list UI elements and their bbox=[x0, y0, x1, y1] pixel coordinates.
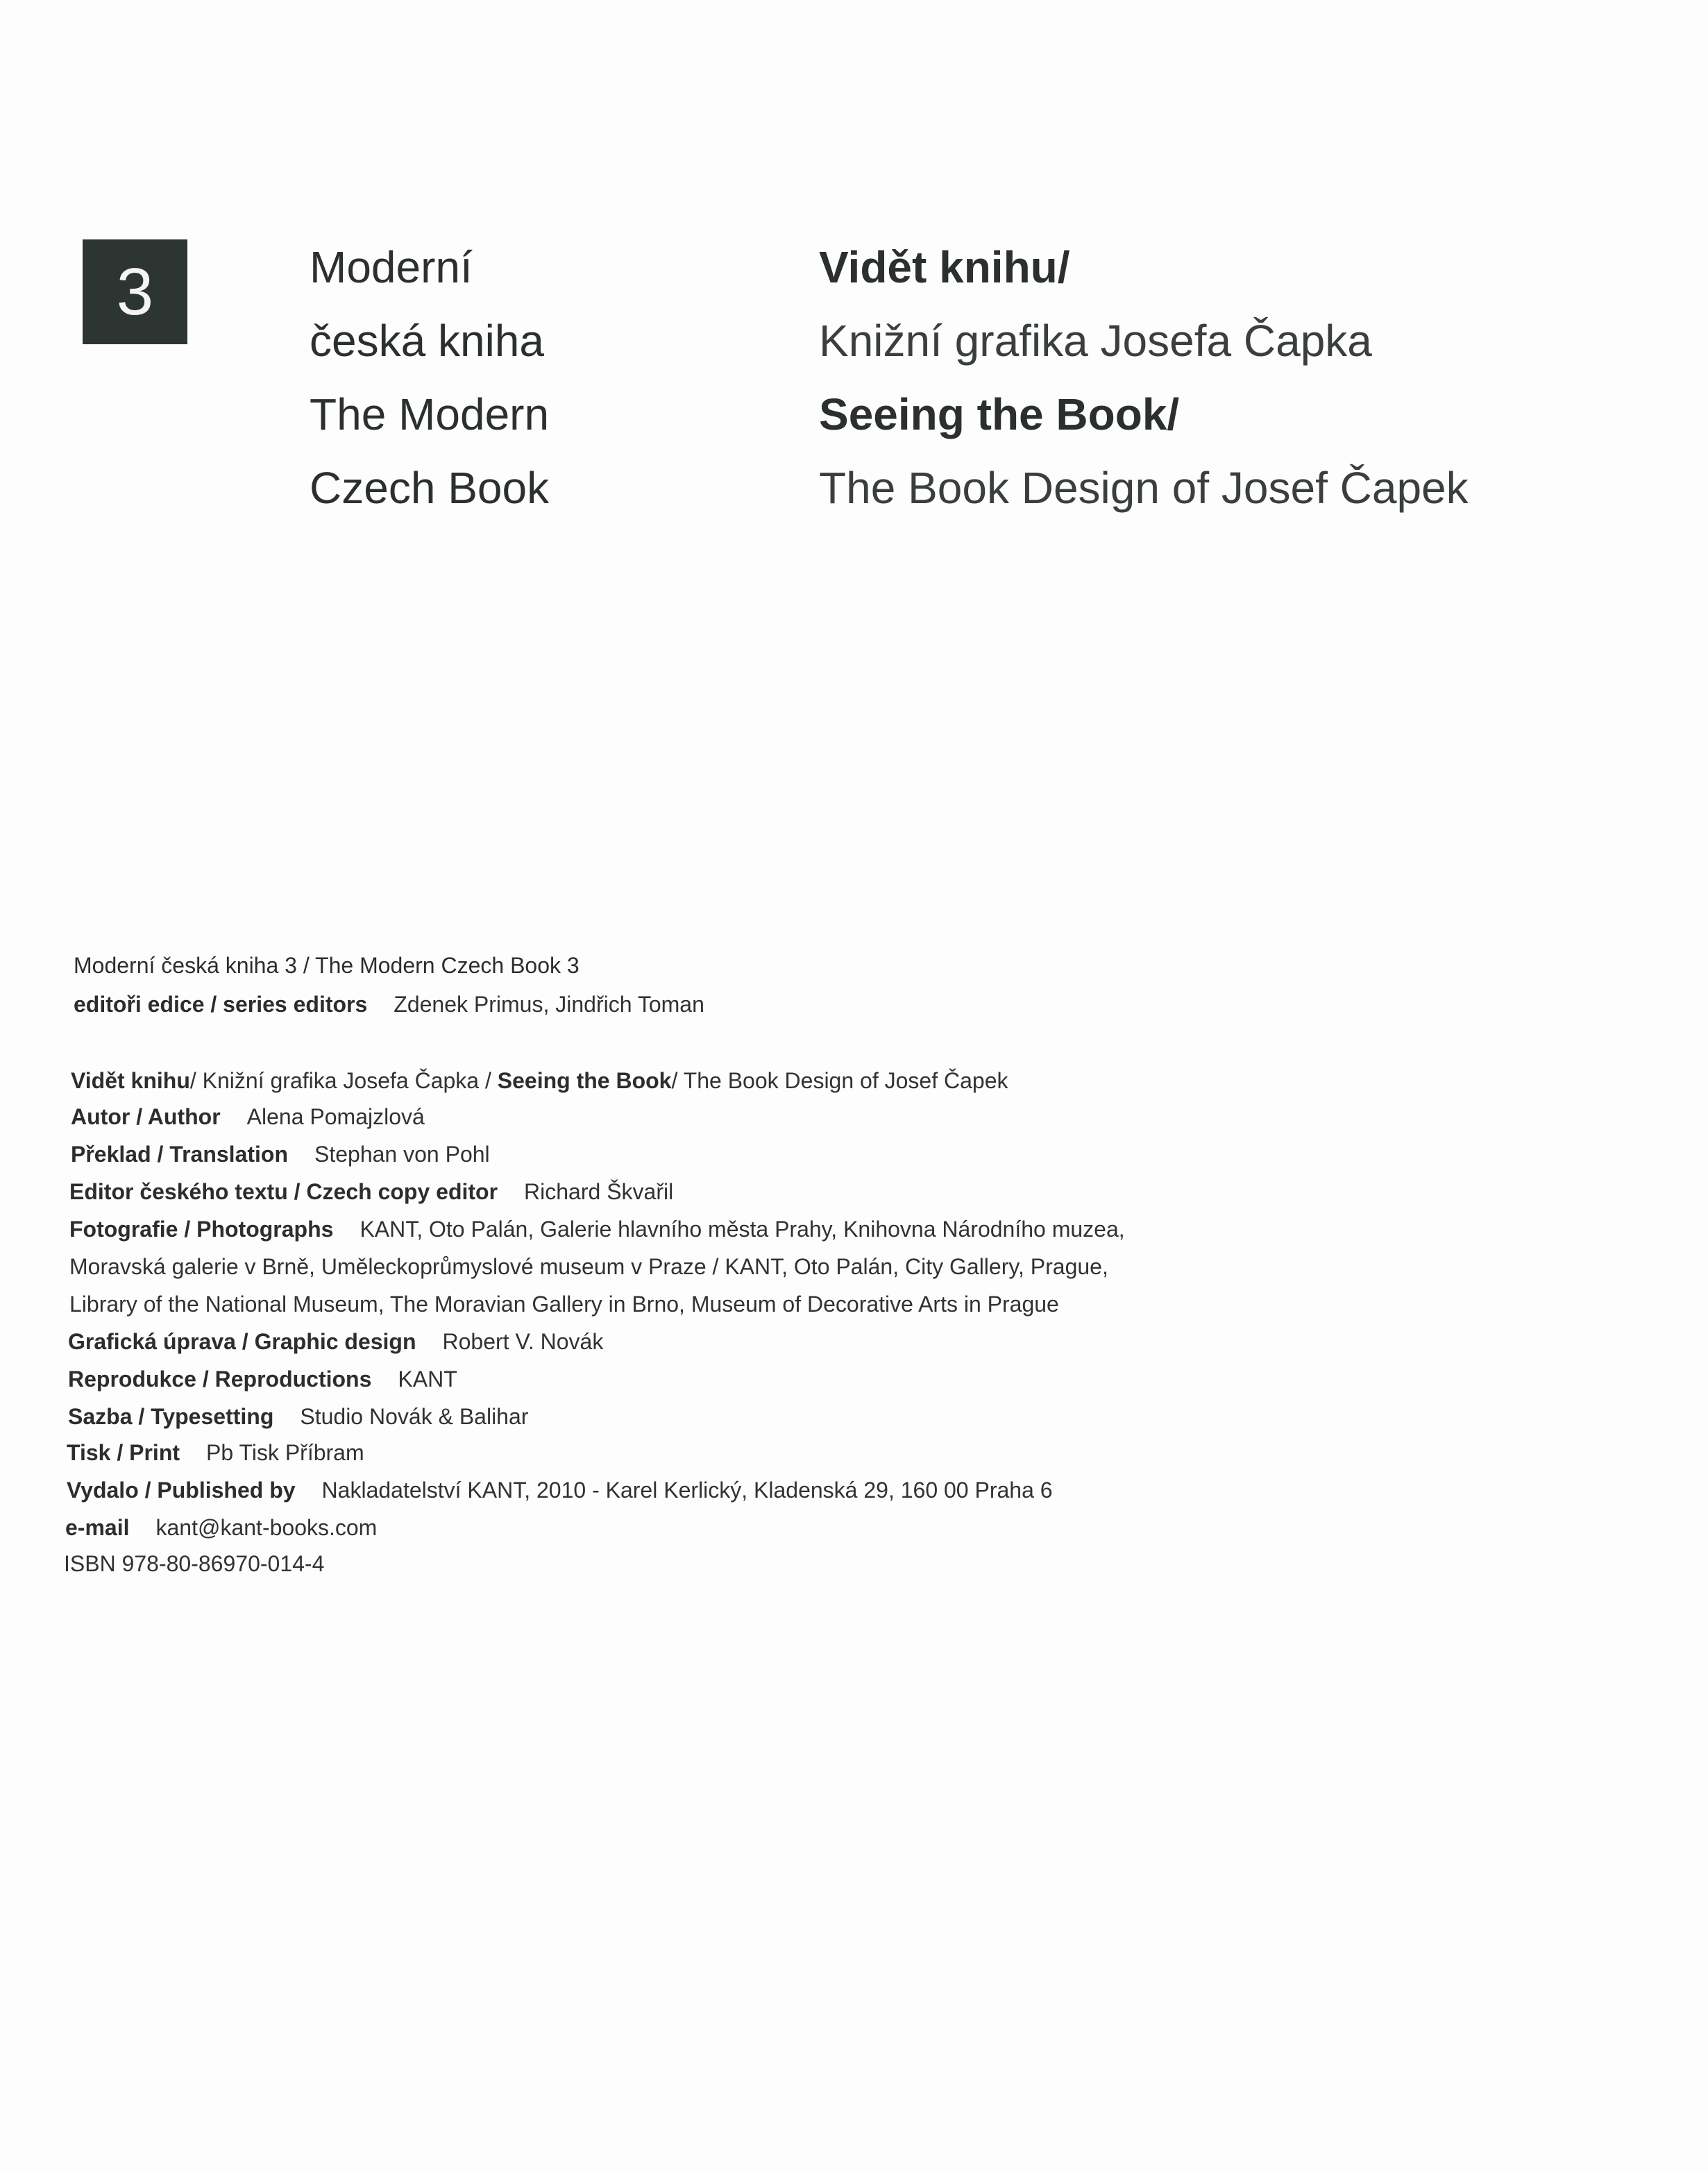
colophon-isbn bbox=[64, 1551, 324, 1577]
email-label: e-mail bbox=[65, 1515, 130, 1540]
copy-editor-label: Editor českého textu / Czech copy editor bbox=[69, 1179, 498, 1204]
series-editors-label: editoři edice / series editors bbox=[74, 992, 368, 1017]
book-title-english: Seeing the Book/ bbox=[819, 389, 1180, 439]
colophon-copy-editor bbox=[69, 1179, 673, 1205]
series-title-line: Czech Book bbox=[310, 463, 550, 513]
series-title-line: Moderní bbox=[310, 242, 473, 292]
colophon-series-line bbox=[74, 953, 580, 979]
colophon-photographs-cont-1 bbox=[69, 1254, 1108, 1280]
book-subtitle-english: The Book Design of Josef Čapek bbox=[819, 463, 1469, 513]
series-title-line: The Modern bbox=[310, 389, 550, 439]
colophon-typesetting bbox=[68, 1404, 528, 1430]
translation-value: Stephan von Pohl bbox=[314, 1142, 490, 1167]
colophon-publisher bbox=[67, 1478, 1053, 1503]
colophon-email bbox=[65, 1515, 377, 1541]
photographs-value-line-1: KANT, Oto Palán, Galerie hlavního města Prahy, Knihovna Národního muzea, bbox=[360, 1217, 1125, 1242]
book-title bbox=[819, 230, 1469, 525]
colophon-photographs-cont-2 bbox=[69, 1292, 1059, 1317]
graphic-design-value: Robert V. Novák bbox=[442, 1329, 604, 1354]
print-value: Pb Tisk Příbram bbox=[206, 1440, 364, 1465]
subtitle-english: / The Book Design of Josef Čapek bbox=[671, 1068, 1008, 1093]
photographs-label: Fotografie / Photographs bbox=[69, 1217, 334, 1242]
copy-editor-value: Richard Škvařil bbox=[524, 1179, 674, 1204]
volume-number-badge bbox=[83, 239, 187, 344]
author-value: Alena Pomajzlová bbox=[246, 1104, 425, 1129]
typesetting-value: Studio Novák & Balihar bbox=[300, 1404, 529, 1429]
publisher-label: Vydalo / Published by bbox=[67, 1478, 296, 1503]
volume-number: 3 bbox=[116, 255, 154, 329]
series-editors-value: Zdenek Primus, Jindřich Toman bbox=[394, 992, 704, 1017]
colophon-print bbox=[67, 1440, 364, 1466]
colophon-title-line bbox=[71, 1068, 1008, 1094]
typesetting-label: Sazba / Typesetting bbox=[68, 1404, 274, 1429]
series-title bbox=[310, 230, 549, 525]
email-value: kant@kant-books.com bbox=[155, 1515, 378, 1540]
photographs-value-line-3: Library of the National Museum, The Moravian Gallery in Brno, Museum of Decorative Arts in Prague bbox=[69, 1292, 1059, 1317]
book-title-czech: Vidět knihu/ bbox=[819, 242, 1070, 292]
colophon-reproductions bbox=[68, 1367, 457, 1392]
isbn-value: ISBN 978-80-86970-014-4 bbox=[64, 1551, 325, 1576]
reproductions-value: KANT bbox=[398, 1367, 457, 1392]
translation-label: Překlad / Translation bbox=[71, 1142, 288, 1167]
colophon-translation bbox=[71, 1142, 490, 1167]
series-line-text: Moderní česká kniha 3 / The Modern Czech Book 3 bbox=[74, 953, 580, 978]
title-english: Seeing the Book bbox=[497, 1068, 672, 1093]
photographs-value-line-2: Moravská galerie v Brně, Uměleckoprůmyslové museum v Praze / KANT, Oto Palán, City Gallery, Prague, bbox=[69, 1254, 1108, 1279]
colophon-photographs bbox=[69, 1217, 1125, 1242]
reproductions-label: Reprodukce / Reproductions bbox=[68, 1367, 372, 1392]
colophon-series-editors bbox=[74, 992, 704, 1017]
series-title-line: česká kniha bbox=[310, 316, 544, 366]
colophon-graphic-design bbox=[68, 1329, 603, 1355]
author-label: Autor / Author bbox=[71, 1104, 221, 1129]
title-czech: Vidět knihu bbox=[71, 1068, 190, 1093]
colophon-author bbox=[71, 1104, 425, 1130]
print-label: Tisk / Print bbox=[67, 1440, 180, 1465]
book-subtitle-czech: Knižní grafika Josefa Čapka bbox=[819, 316, 1372, 366]
graphic-design-label: Grafická úprava / Graphic design bbox=[68, 1329, 416, 1354]
subtitle-czech: / Knižní grafika Josefa Čapka / bbox=[189, 1068, 491, 1093]
publisher-value: Nakladatelství KANT, 2010 - Karel Kerlický, Kladenská 29, 160 00 Praha 6 bbox=[321, 1478, 1053, 1503]
